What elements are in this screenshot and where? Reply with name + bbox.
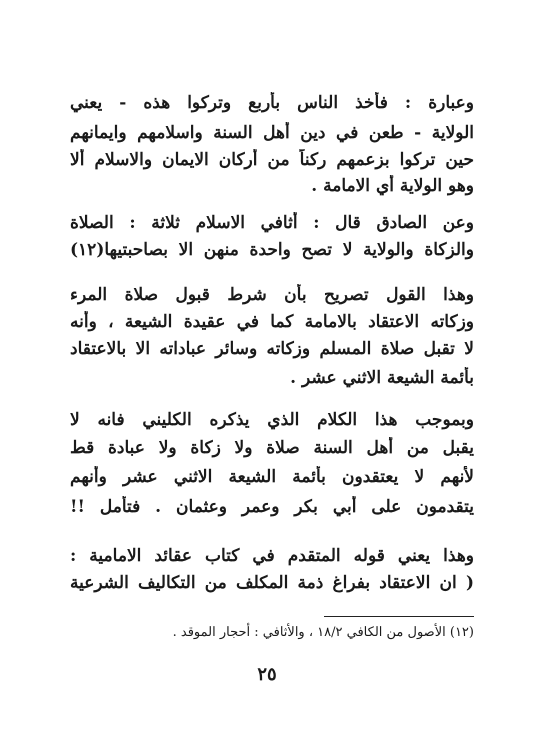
text-line: وهذا القول تصريح بأن شرط قبول صلاة المرء: [70, 285, 474, 305]
text-line: لا تقبل صلاة المسلم وزكاته وسائر عباداته الا بالاعتقاد: [70, 339, 474, 359]
text-line: الولاية - طعن في دين أهل السنة واسلامهم وايمانهم: [70, 123, 474, 143]
text-line: وهو الولاية أي الامامة .: [311, 176, 474, 196]
page-number: ٢٥: [257, 664, 277, 685]
text-line: يتقدمون على أبي بكر وعمر وعثمان . فتأمل !!: [70, 497, 474, 517]
text-line: لأنهم لا يعتقدون بأئمة الشيعة الاثني عشر وأنهم: [70, 467, 474, 487]
text-line: يقبل من أهل السنة صلاة ولا زكاة ولا عبادة قط: [70, 438, 474, 458]
text-line: حين تركوا بزعمهم ركناً من أركان الايمان والاسلام ألا: [70, 150, 474, 170]
text-line: ( ان الاعتقاد بفراغ ذمة المكلف من التكاليف الشرعية: [70, 573, 474, 593]
text-line: وزكاته الاعتقاد بالامامة كما في عقيدة الشيعة ، وأنه: [70, 312, 474, 332]
text-line: وهذا يعني قوله المتقدم في كتاب عقائد الامامية :: [70, 546, 474, 566]
text-line: وبموجب هذا الكلام الذي يذكره الكليني فانه لا: [70, 410, 474, 430]
text-line: والزكاة والولاية لا تصح واحدة منهن الا بصاحبتيها(١٢): [70, 240, 474, 260]
text-line: وعن الصادق قال : أثافي الاسلام ثلاثة : الصلاة: [70, 213, 474, 233]
text-line: بأئمة الشيعة الاثني عشر .: [290, 368, 474, 388]
text-line: وعبارة : فأخذ الناس بأربع وتركوا هذه - يعني: [70, 93, 474, 113]
footnote: (١٢) الأصول من الكافي ١٨/٢ ، والأثافي : أحجار الموقد .: [172, 625, 474, 640]
footnote-divider: [324, 616, 474, 617]
